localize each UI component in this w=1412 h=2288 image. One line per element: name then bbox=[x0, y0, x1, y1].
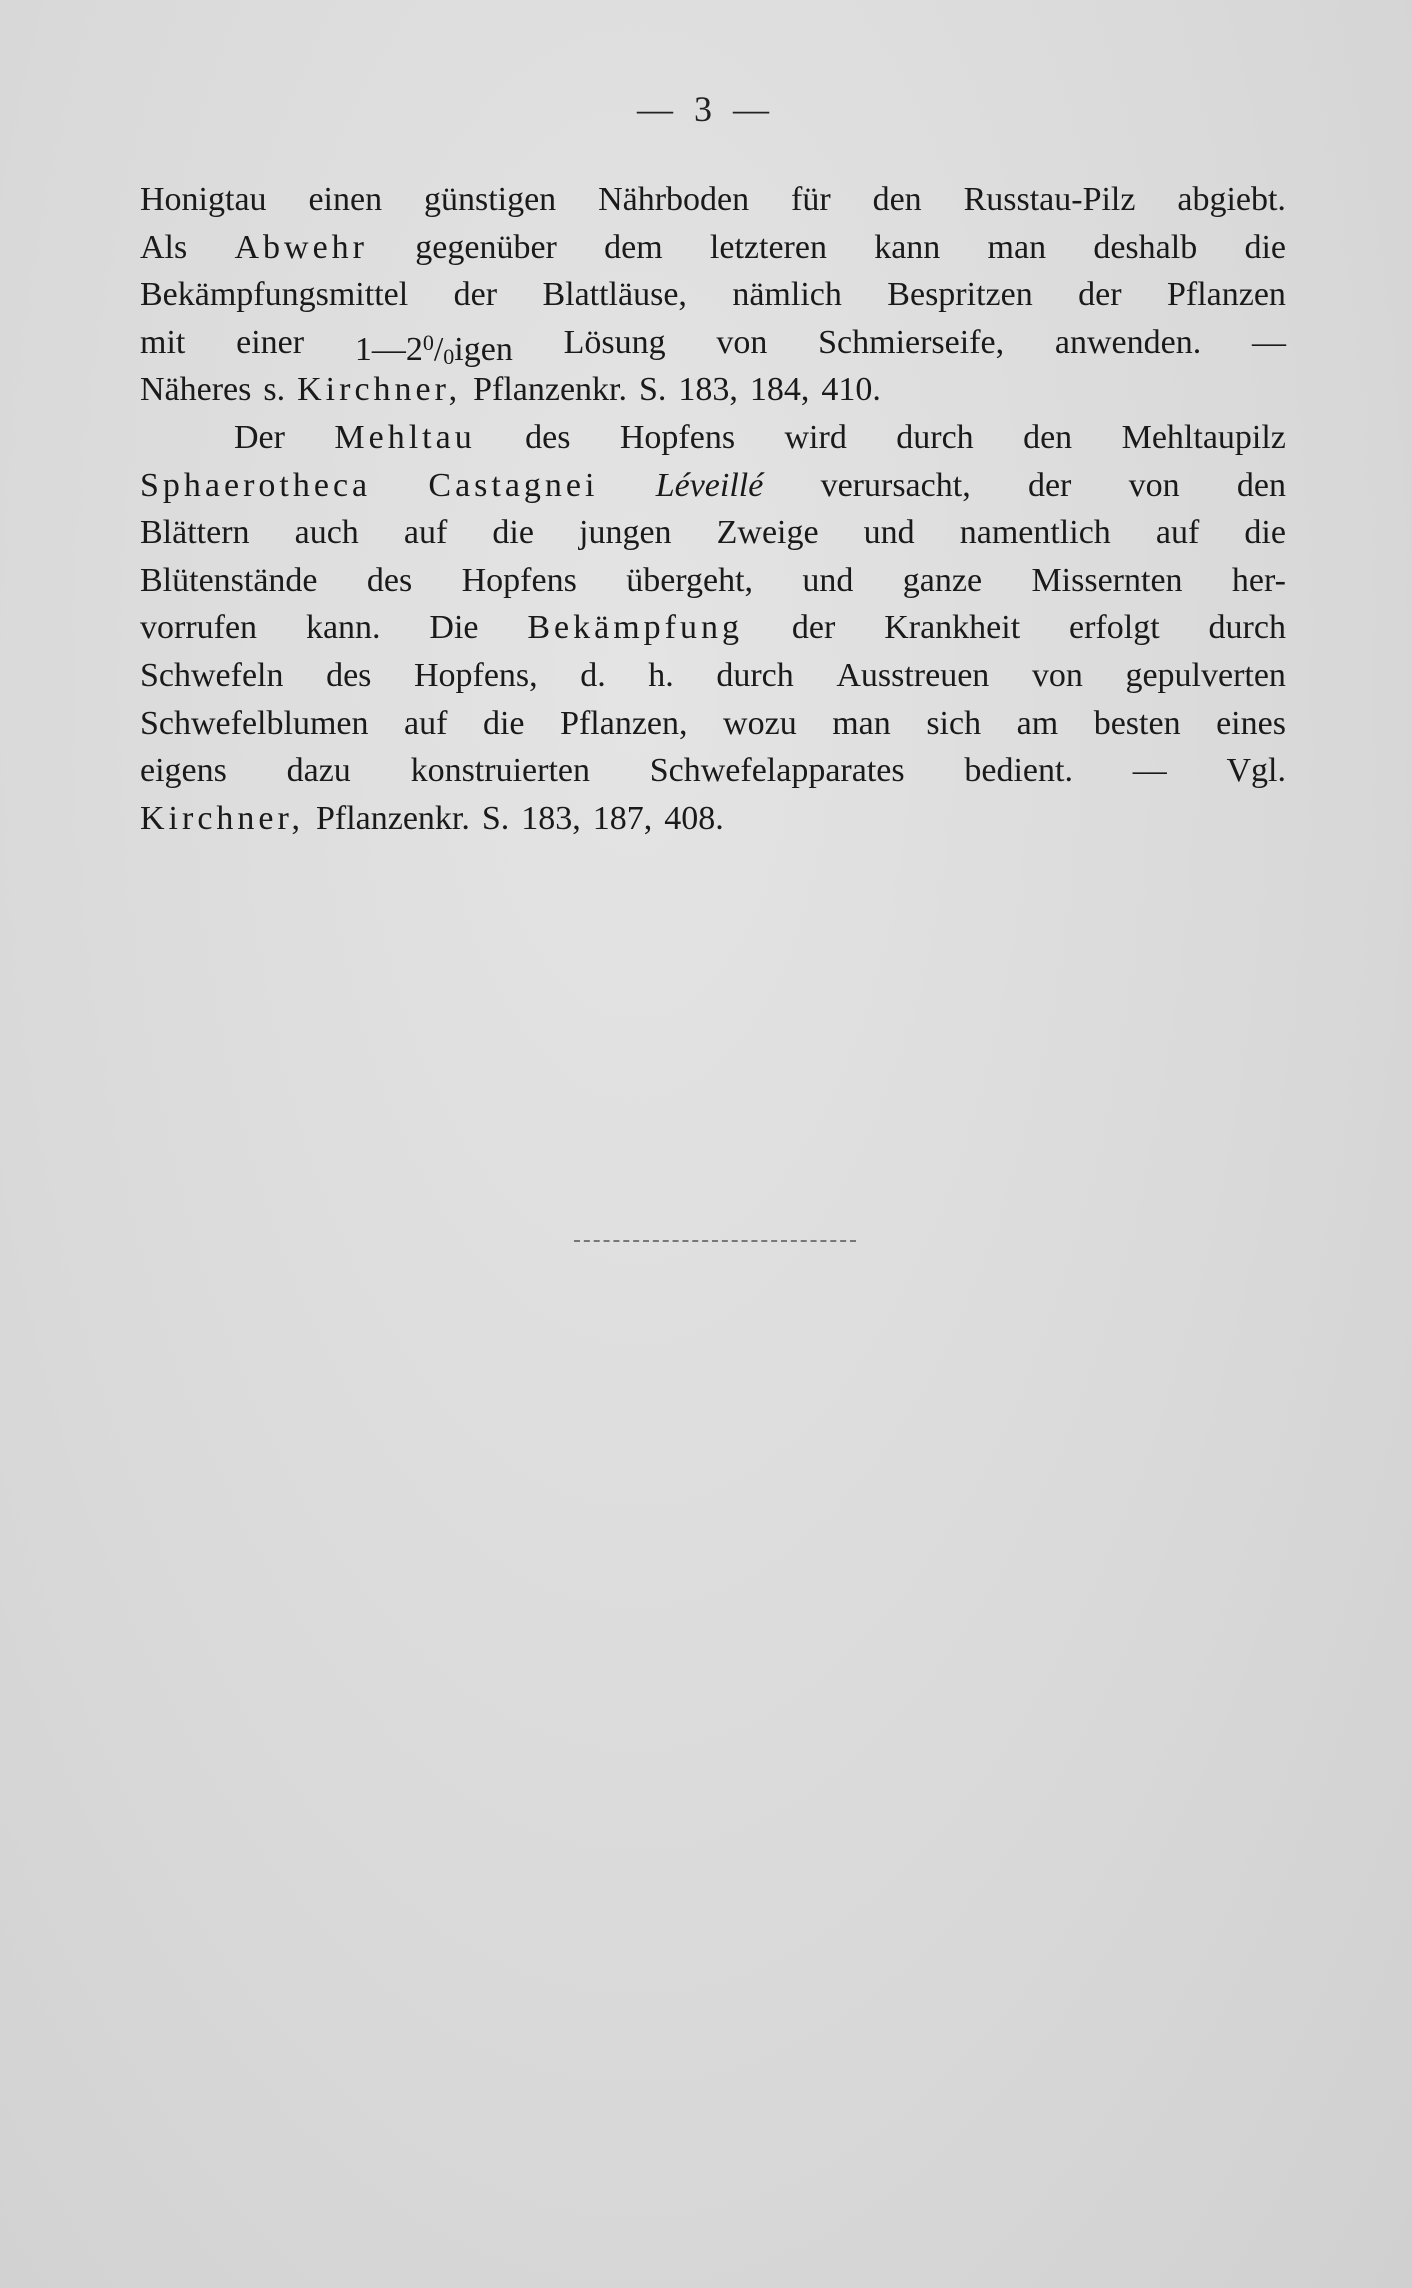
word: Missernten bbox=[1031, 561, 1183, 599]
text-line bbox=[140, 652, 1286, 700]
word: von bbox=[716, 323, 768, 361]
text-line bbox=[140, 366, 1286, 414]
word: erfolgt bbox=[1069, 609, 1160, 647]
word: Honigtau bbox=[140, 181, 267, 218]
word: durch bbox=[716, 656, 794, 694]
word: Lösung bbox=[563, 323, 666, 361]
word: von bbox=[1128, 466, 1180, 504]
word: Schwefelapparates bbox=[649, 752, 905, 790]
word: h. bbox=[648, 656, 674, 694]
word: der bbox=[791, 609, 836, 647]
word: dem bbox=[604, 228, 663, 266]
word: den bbox=[1236, 466, 1286, 504]
word: nämlich bbox=[732, 276, 842, 314]
word: von bbox=[1031, 656, 1083, 694]
word: kann bbox=[874, 228, 941, 266]
word: Hopfens bbox=[461, 561, 577, 599]
spaced-term: Abwehr bbox=[234, 228, 369, 266]
word: die bbox=[482, 704, 525, 742]
text-line bbox=[140, 224, 1286, 272]
word: 187, bbox=[592, 799, 653, 837]
percent-sub: 0 bbox=[443, 343, 455, 369]
word: konstruierten bbox=[410, 752, 590, 790]
word: jungen bbox=[579, 514, 672, 552]
word: günstigen bbox=[423, 181, 557, 218]
word: für bbox=[791, 181, 831, 218]
spaced-term: Castagnei bbox=[428, 466, 599, 504]
word: auch bbox=[294, 514, 359, 552]
word: man bbox=[832, 704, 891, 742]
section-divider bbox=[574, 1240, 856, 1242]
word: namentlich bbox=[959, 514, 1111, 552]
word: — bbox=[1132, 752, 1167, 790]
spaced-term: Kirchner, bbox=[297, 371, 462, 409]
word: d. bbox=[580, 656, 606, 694]
word: und bbox=[802, 561, 854, 599]
word: her- bbox=[1231, 561, 1286, 599]
word: deshalb bbox=[1093, 228, 1198, 266]
word: einen bbox=[308, 181, 383, 218]
word: 183, bbox=[521, 799, 581, 837]
word: bedient. bbox=[964, 752, 1073, 790]
word: 184, bbox=[749, 371, 810, 409]
percent-suffix: igen bbox=[454, 330, 513, 368]
text-line bbox=[140, 747, 1286, 795]
text-line bbox=[140, 176, 1286, 224]
word: ganze bbox=[902, 561, 983, 599]
word: dazu bbox=[286, 752, 351, 790]
word: Näheres bbox=[140, 371, 252, 409]
word: Als bbox=[140, 228, 188, 266]
word: s. bbox=[263, 371, 286, 409]
body-text bbox=[140, 176, 1286, 842]
word: des bbox=[366, 561, 413, 599]
word: anwenden. bbox=[1054, 323, 1202, 361]
word: Hopfens, bbox=[413, 656, 538, 694]
word: eines bbox=[1216, 704, 1286, 742]
word: den bbox=[872, 181, 922, 218]
word: Hopfens bbox=[619, 418, 736, 456]
word: der bbox=[453, 276, 498, 314]
word: Pflanzenkr. bbox=[315, 799, 470, 837]
text-line bbox=[140, 557, 1286, 605]
word: 183, bbox=[678, 371, 738, 409]
spaced-term: Bekämpfung bbox=[527, 609, 744, 647]
word: S. bbox=[639, 371, 667, 409]
word: Zweige bbox=[716, 514, 819, 552]
word: Der bbox=[234, 418, 285, 456]
word: 1—2 bbox=[354, 330, 423, 368]
text-line bbox=[140, 795, 1286, 843]
word: S. bbox=[481, 799, 510, 837]
word: übergeht, bbox=[626, 561, 754, 599]
word: einer bbox=[236, 323, 305, 361]
word: des bbox=[326, 656, 372, 694]
word: Blütenstände bbox=[140, 561, 318, 599]
word: am bbox=[1016, 704, 1059, 742]
word: wird bbox=[784, 418, 847, 456]
word: und bbox=[863, 514, 915, 552]
word: durch bbox=[1208, 609, 1286, 647]
word: der bbox=[1027, 466, 1072, 504]
word: auf bbox=[403, 514, 448, 552]
text-line bbox=[140, 509, 1286, 557]
word: Pflanzen, bbox=[560, 704, 688, 742]
word: die bbox=[1244, 514, 1286, 552]
word: kann. bbox=[305, 609, 381, 647]
word: auf bbox=[1155, 514, 1200, 552]
word: Mehltaupilz bbox=[1121, 418, 1286, 456]
text-line bbox=[140, 414, 1286, 462]
word: Vgl. bbox=[1226, 752, 1286, 790]
word: wozu bbox=[723, 704, 797, 742]
word: man bbox=[987, 228, 1047, 266]
percent-slash: / bbox=[433, 330, 444, 368]
word: Bespritzen bbox=[887, 276, 1033, 314]
word: eigens bbox=[140, 752, 227, 790]
percent-expression bbox=[355, 319, 513, 367]
word: mit bbox=[140, 323, 186, 361]
spaced-term: Kirchner, bbox=[140, 799, 304, 837]
word: letzteren bbox=[709, 228, 827, 266]
word: Krankheit bbox=[884, 609, 1021, 647]
spaced-term: Mehltau bbox=[334, 418, 476, 456]
word: vorrufen bbox=[140, 609, 258, 647]
word: des bbox=[525, 418, 571, 456]
text-line bbox=[140, 271, 1286, 319]
word: auf bbox=[404, 704, 448, 742]
word: besten bbox=[1093, 704, 1181, 742]
word: Pflanzen bbox=[1166, 276, 1286, 314]
word: gegenüber bbox=[415, 228, 557, 266]
word: Blättern bbox=[140, 514, 250, 552]
word: gepulverten bbox=[1125, 656, 1286, 694]
italic-term: Léveillé bbox=[655, 466, 764, 504]
word: Die bbox=[429, 609, 479, 647]
word: — bbox=[1251, 323, 1286, 361]
word: die bbox=[1244, 228, 1286, 266]
page-number: — 3 — bbox=[637, 89, 775, 129]
word: die bbox=[492, 514, 534, 552]
word: Schwefeln bbox=[140, 656, 284, 694]
spaced-term: Sphaerotheca bbox=[140, 466, 372, 504]
word: durch bbox=[896, 418, 974, 456]
text-line bbox=[140, 462, 1286, 510]
word: verursacht, bbox=[820, 466, 971, 504]
word: den bbox=[1023, 418, 1073, 456]
word: Bekämpfungsmittel bbox=[140, 276, 409, 314]
word: der bbox=[1078, 276, 1122, 314]
word: 410. bbox=[821, 371, 881, 409]
text-line bbox=[140, 604, 1286, 652]
word: Russtau-Pilz bbox=[963, 181, 1136, 218]
word: sich bbox=[926, 704, 982, 742]
word: Blattläuse, bbox=[542, 276, 687, 314]
word: Schmierseife, bbox=[818, 323, 1005, 361]
word: Ausstreuen bbox=[836, 656, 990, 694]
word: abgiebt. bbox=[1177, 181, 1286, 218]
percent-sup: 0 bbox=[422, 329, 434, 355]
word: Schwefelblumen bbox=[140, 704, 369, 742]
word: 408. bbox=[664, 799, 724, 837]
word: Pflanzenkr. bbox=[473, 371, 627, 409]
text-line bbox=[140, 700, 1286, 748]
text-line bbox=[140, 319, 1286, 367]
word: Nährboden bbox=[598, 181, 750, 218]
